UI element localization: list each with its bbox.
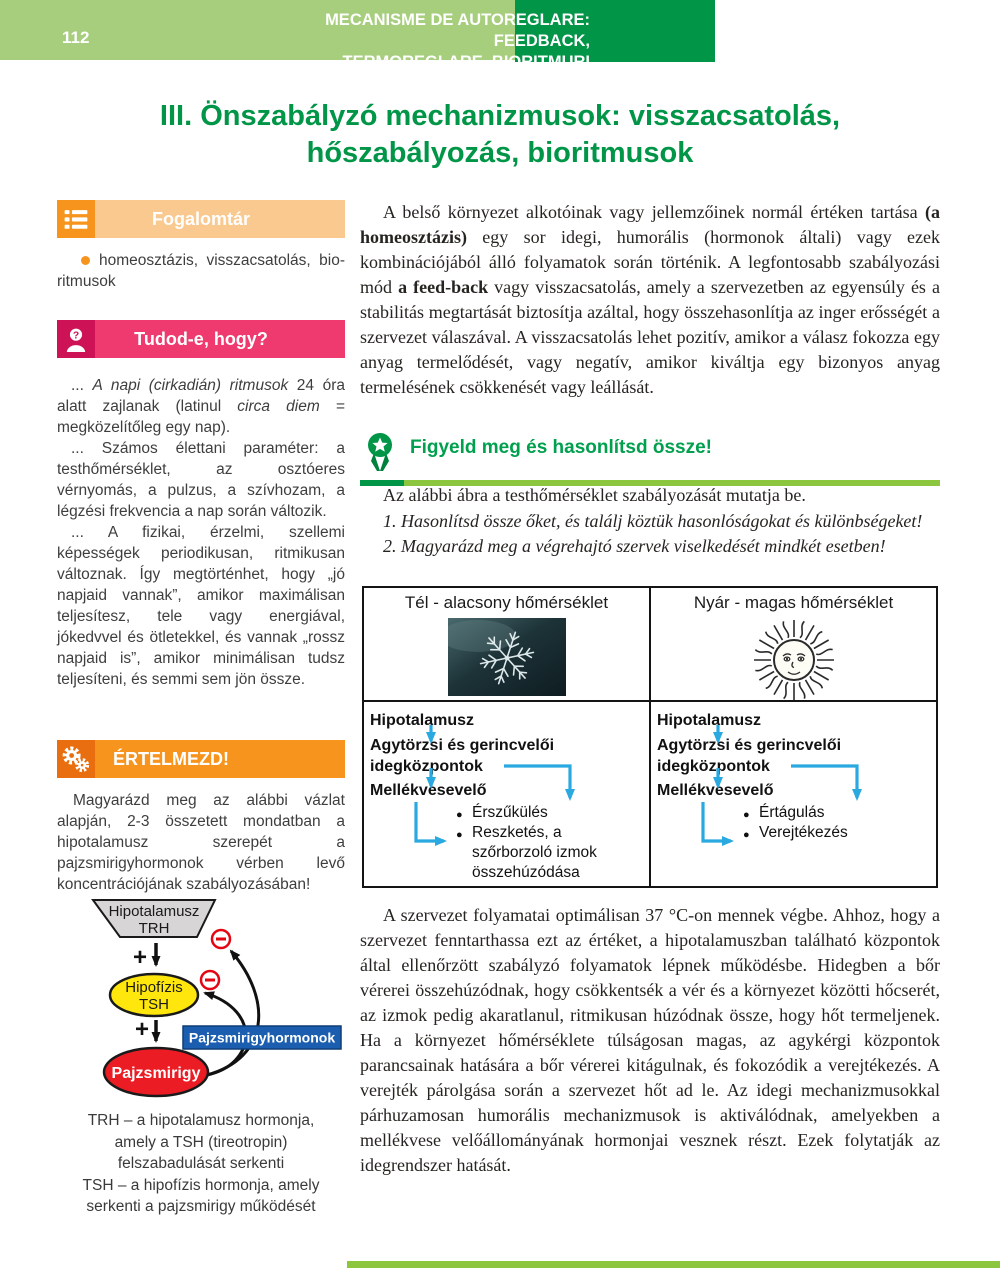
sidebar (57, 198, 345, 1253)
interpret-banner (57, 740, 345, 778)
svg-text:TRH: TRH (138, 920, 170, 937)
interpret-title: ÉRTELMEZD! (113, 748, 229, 769)
svg-text:TSH: TSH (139, 996, 169, 1013)
summer-header: Nyár - magas hőmérséklet (693, 593, 894, 612)
didyouknow-banner (57, 320, 345, 358)
interpret-task: Magyarázd meg az alábbi vázlat alapján, 2-3 összetett mondatban a hipotalamusz szerepét a pajzsmirigyhormonok vérben levő koncentrációjának szabályozásában! (57, 792, 345, 893)
flow-effect-item: ● Értágulás (743, 803, 925, 823)
comparison-table (362, 586, 938, 888)
flow-arrows (364, 702, 649, 886)
flowchart-summer (651, 702, 936, 886)
award-ribbon-icon (364, 431, 396, 480)
observe-question-2: 2. Magyarázd meg a végrehajtó szervek viselkedését mindkét esetben! (383, 536, 886, 556)
observe-intro: Az alábbi ábra a testhőmérséklet szabályozását mutatja be. (383, 485, 806, 505)
flow-node-adrenal-medulla: Mellékvesevelő (370, 782, 487, 799)
svg-text:+: + (135, 1016, 150, 1043)
flow-node-nerve-centers: Agytörzsi és gerincvelői idegközpontok (657, 737, 842, 775)
svg-text:Pajzsmirigy: Pajzsmirigy (111, 1065, 201, 1082)
summer-cell (651, 588, 936, 700)
flow-effect-item: ● Reszketés, a szőrborzoló izmok összehúzódása (456, 823, 638, 883)
intro-paragraph: A belső környezet alkotóinak vagy jellemzőinek normál értéken tartása (a homeosztázis) egy sor idegi, humorális (hormonok általi) vagy ezek kombinációjából álló folyamatok során történik. A legfontosabb szabályozási mód a feed-back vagy visszacsatolás, amely a szervezetben az egyensúly és a stabilitás megtartását biztosítja azáltal, hogy összehasonlítja az inger erősségét a szervezet válaszával. A visszacsatolás lehet pozitív, amikor a válasz fokozza egy anyag termelődését, vagy negatív, amikor kiváltja egy bizonyos anyag termelésének csökkenését vagy leállását. (360, 202, 940, 397)
sun-illustration (734, 618, 854, 702)
glossary-banner (57, 200, 345, 238)
observe-questions (360, 483, 940, 560)
didyouknow-text (57, 375, 345, 690)
svg-text:+: + (133, 944, 148, 971)
glossary-title: Fogalomtár (151, 208, 250, 229)
flow-node-adrenal-medulla: Mellékvesevelő (657, 782, 774, 799)
observe-question-1: 1. Hasonlítsd össze őket, és találj köztük hasonlóságokat és különbségeket! (383, 510, 923, 531)
svg-text:?: ? (72, 330, 80, 342)
flow-effect-item: ● Verejtékezés (743, 823, 925, 843)
lesson-title-line2: hőszabályozás, bioritmusok (306, 137, 694, 169)
lesson-title (0, 98, 1000, 172)
winter-cell (364, 588, 651, 700)
diagram-caption: TRH – a hipotalamusz hormonja, amely a TSH (tireotropin) felszabadulását serkenti TSH – a hipofízis hormonja, amely serkenti a pajzsmirigy működését (82, 1112, 320, 1215)
lesson-title-line1: III. Önszabályzó mechanizmusok: visszacsatolás, (159, 100, 841, 132)
trh-feedback-diagram (57, 895, 345, 1110)
feedback-arrow-to-hypothalamus (207, 951, 259, 1075)
flow-effect-item: ● Érszűkülés (456, 803, 638, 823)
didyouknow-paragraph-3: ... A fizikai, érzelmi, szellemi képességek periodikusan, ritmikusan változnak. Így megtörténhet, hogy „jó napjaid vannak”, amikor maximálisan teljesítesz, tele vagy energiával, jókedvvel és ötletekkel, és vannak „rossz napjaid is”, amikor minimálisan tudsz teljesíteni, és semmi sem jön össze. (57, 524, 345, 688)
observe-title: Figyeld meg és hasonlítsd össze! (410, 437, 712, 458)
svg-text:Hipofízis: Hipofízis (125, 979, 183, 996)
svg-text:Pajzsmirigyhormonok: Pajzsmirigyhormonok (188, 1029, 336, 1046)
flow-node-hypothalamus: Hipotalamusz (657, 712, 762, 729)
glossary-terms: homeosztázis, visszacsatolás, bioritmusok (57, 252, 345, 290)
chapter-header-line1: MECANISME DE AUTOREGLARE: FEEDBACK, (325, 11, 590, 50)
main-column (360, 195, 940, 1255)
didyouknow-paragraph-1: ... A napi (cirkadián) ritmusok 24 óra alatt zajlanak (latinul circa diem = megközelítőleg egy nap). (57, 377, 345, 436)
svg-text:Hipotalamusz: Hipotalamusz (108, 903, 200, 920)
flow-node-nerve-centers: Agytörzsi és gerincvelői idegközpontok (370, 737, 555, 775)
orange-bullet-icon (81, 256, 90, 265)
flowchart-winter (364, 702, 651, 886)
minus-icon (201, 971, 219, 989)
body-paragraph: A szervezet folyamatai optimálisan 37 °C-on mennek végbe. Ahhoz, hogy a szervezet fenntarthassa ezt az értéket, a hipotalamuszban található központok által ellenőrzött szabályzó folyamatok lépnek működésbe. Hidegben a bőr vérerei összehúzódnak, hogy csökkentsék a vér és a környezet közötti hőcserét, az izmok pedig akaratlanul, ritmikusan húzódnak össze, hogy hőt termeljenek. Ha a környezet hőmérséklete túlságosan magas, az agykérgi központok parancsainak hatására a bőr vérerei kitágulnak, és fokozódik a verejtékezés. A verejték párolgása során a szervezet hőt ad le. Az idegi mechanizmusokkal párhuzamosan humorális mechanizmusok is aktiválódnak, amelyekben a mellékvese velőállományának hormonjai vesznek részt. Ezek folytatják az idegrendszer hatását. (360, 905, 940, 1175)
chapter-header (250, 10, 590, 73)
snowflake-photo (448, 618, 566, 696)
flow-arrows (651, 702, 936, 886)
minus-icon (212, 930, 230, 948)
didyouknow-paragraph-2: ... Számos élettani paraméter: a testhőmérséklet, az osztóeres vérnyomás, a pulzus, a szívhozam, a légzési frekvencia a nap során változik. (57, 440, 345, 520)
page-number: 112 (62, 28, 90, 47)
flow-node-hypothalamus: Hipotalamusz (370, 712, 475, 729)
footer-rule (347, 1261, 1000, 1268)
winter-header: Tél - alacsony hőmérséklet (404, 593, 609, 612)
didyouknow-title: Tudod-e, hogy? (134, 328, 268, 349)
chapter-header-line2: TERMOREGLARE, BIORITMURI (342, 53, 590, 71)
